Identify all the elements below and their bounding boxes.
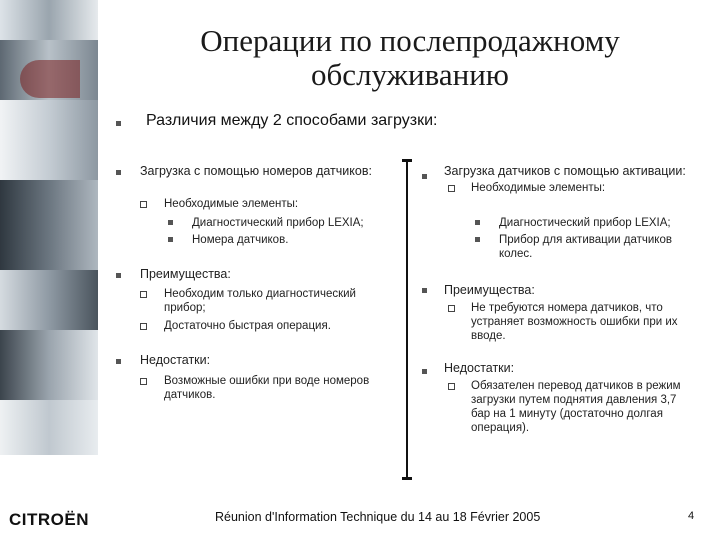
left-required-label: Необходимые элементы: <box>164 198 299 210</box>
divider-cap <box>402 159 412 162</box>
bullet-icon <box>116 359 121 364</box>
slide-subtitle: Различия между 2 способами загрузки: <box>146 112 438 129</box>
bullet-icon <box>422 369 427 374</box>
bullet-icon <box>422 174 427 179</box>
open-bullet-icon <box>448 383 455 390</box>
right-disadvantages-label: Недостатки: <box>444 361 515 375</box>
slide-title: Операции по послепродажному обслуживанию <box>200 23 620 92</box>
left-required-item: Диагностический прибор LEXIA; <box>192 217 364 229</box>
left-advantage-item: Необходим только диагностический прибор; <box>164 288 356 314</box>
left-disadvantage-item: Возможные ошибки при воде номеров датчиков. <box>164 375 370 401</box>
brand-logo <box>0 455 98 540</box>
brand-wordmark: CITROËN <box>9 510 89 529</box>
open-bullet-icon <box>448 185 455 192</box>
open-bullet-icon <box>140 291 147 298</box>
right-required-label: Необходимые элементы: <box>471 182 606 194</box>
bullet-icon <box>116 121 121 126</box>
bullet-icon <box>475 220 480 225</box>
bullet-icon <box>168 237 173 242</box>
left-heading: Загрузка с помощью номеров датчиков: <box>140 164 372 178</box>
right-required-item: Прибор для активации датчиков колес. <box>499 234 672 260</box>
divider-cap <box>402 477 412 480</box>
right-heading: Загрузка датчиков с помощью активации: <box>444 164 686 178</box>
open-bullet-icon <box>448 305 455 312</box>
footer-text: Réunion d'Information Technique du 14 au 18 Février 2005 <box>215 510 541 524</box>
open-bullet-icon <box>140 201 147 208</box>
left-disadvantages-label: Недостатки: <box>140 353 211 367</box>
bullet-icon <box>475 237 480 242</box>
right-advantages-label: Преимущества: <box>444 283 535 297</box>
page-number: 4 <box>688 510 695 522</box>
left-advantage-item: Достаточно быстрая операция. <box>164 320 331 332</box>
bullet-icon <box>168 220 173 225</box>
column-divider <box>406 160 408 480</box>
right-required-item: Диагностический прибор LEXIA; <box>499 217 671 229</box>
open-bullet-icon <box>140 323 147 330</box>
open-bullet-icon <box>140 378 147 385</box>
left-required-item: Номера датчиков. <box>192 234 289 246</box>
right-advantage-item: Не требуются номера датчиков, что устраняет возможность ошибки при их вводе. <box>471 302 678 342</box>
right-disadvantage-item: Обязателен перевод датчиков в режим загрузки путем поднятия давления 3,7 бар на 1 минуту (достаточно долгая операция). <box>471 380 681 434</box>
left-advantages-label: Преимущества: <box>140 267 231 281</box>
sidebar-car-imagery <box>0 0 98 540</box>
bullet-icon <box>422 288 427 293</box>
bullet-icon <box>116 170 121 175</box>
bullet-icon <box>116 273 121 278</box>
